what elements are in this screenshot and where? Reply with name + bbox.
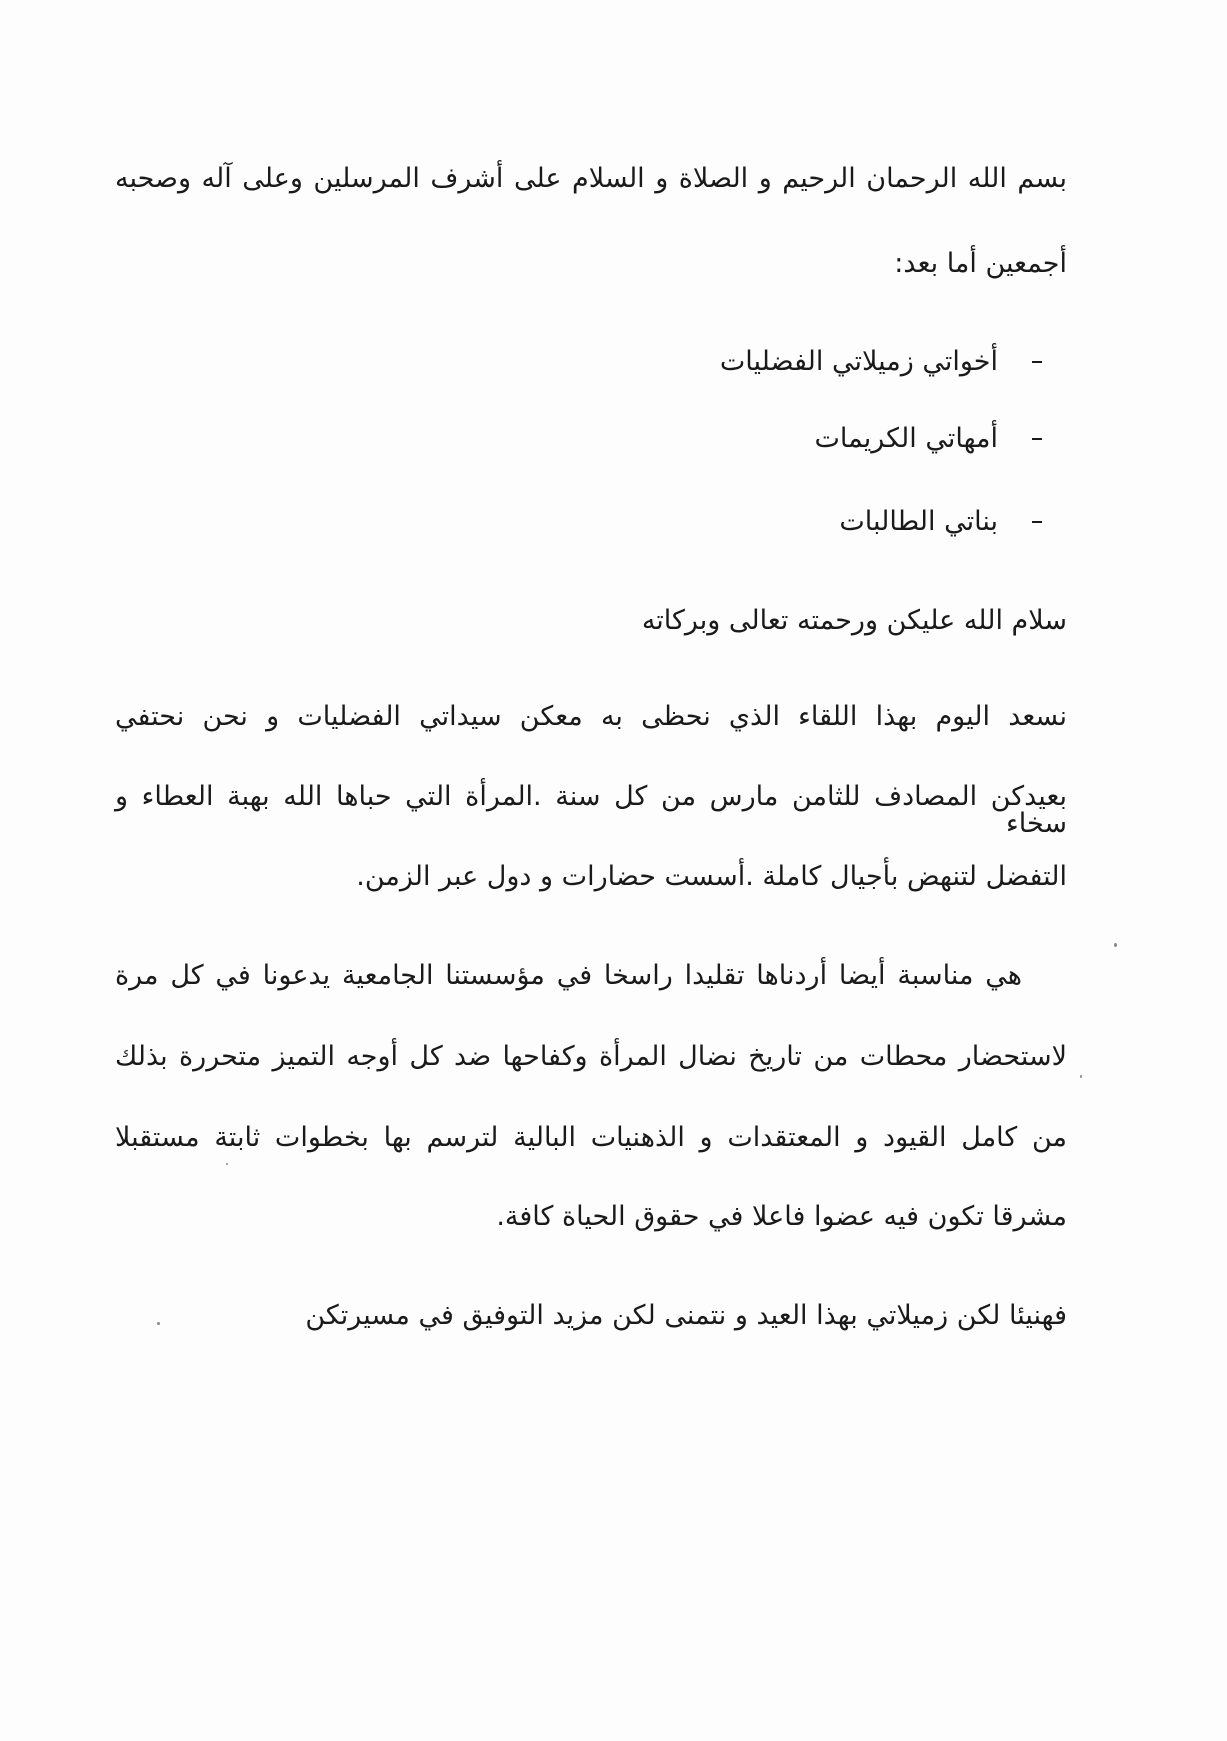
scan-speck bbox=[1080, 1075, 1082, 1078]
bullet-dash bbox=[1032, 361, 1042, 363]
paragraph-2-line: مشرقا تكون فيه عضوا فاعلا في حقوق الحياة كافة. bbox=[496, 1201, 1067, 1232]
bullet-item bbox=[814, 425, 1042, 452]
scan-speck bbox=[226, 1163, 228, 1165]
paragraph-1-line: التفضل لتنهض بأجيال كاملة .أسست حضارات و دول عبر الزمن. bbox=[356, 861, 1067, 892]
bullet-item bbox=[720, 348, 1042, 375]
bullet-dash bbox=[1032, 521, 1042, 523]
bullet-item bbox=[839, 508, 1042, 535]
scan-speck bbox=[157, 1322, 160, 1325]
opening-line-2: أجمعين أما بعد: bbox=[894, 248, 1067, 279]
greeting: سلام الله عليكن ورحمته تعالى وبركاته bbox=[641, 605, 1067, 636]
bullet-dash bbox=[1032, 438, 1042, 440]
paragraph-1-line: نسعد اليوم بهذا اللقاء الذي نحظى به معكن سيداتي الفضليات و نحن نحتفي bbox=[115, 701, 1067, 732]
bullet-text: أخواتي زميلاتي الفضليات bbox=[719, 346, 998, 377]
paragraph-2-line: هي مناسبة أيضا أردناها تقليدا راسخا في مؤسستنا الجامعية يدعونا في كل مرة bbox=[115, 960, 1022, 991]
paragraph-2-line: لاستحضار محطات من تاريخ نضال المرأة وكفاحها ضد كل أوجه التميز متحررة بذلك bbox=[115, 1041, 1067, 1072]
paragraph-2-line: من كامل القيود و المعتقدات و الذهنيات البالية لترسم بها بخطوات ثابتة مستقبلا bbox=[115, 1122, 1067, 1153]
scan-speck bbox=[1114, 943, 1117, 947]
closing-line: فهنيئا لكن زميلاتي بهذا العيد و نتمنى لكن مزيد التوفيق في مسيرتكن bbox=[305, 1300, 1067, 1331]
bullet-text: بناتي الطالبات bbox=[839, 506, 998, 537]
bullet-text: أمهاتي الكريمات bbox=[814, 423, 998, 454]
paragraph-1-line: بعيدكن المصادف للثامن مارس من كل سنة .المرأة التي حباها الله بهبة العطاء و سخاء bbox=[115, 781, 1067, 839]
opening-line-1: بسم الله الرحمان الرحيم و الصلاة و السلام على أشرف المرسلين وعلى آله وصحبه bbox=[115, 163, 1067, 194]
